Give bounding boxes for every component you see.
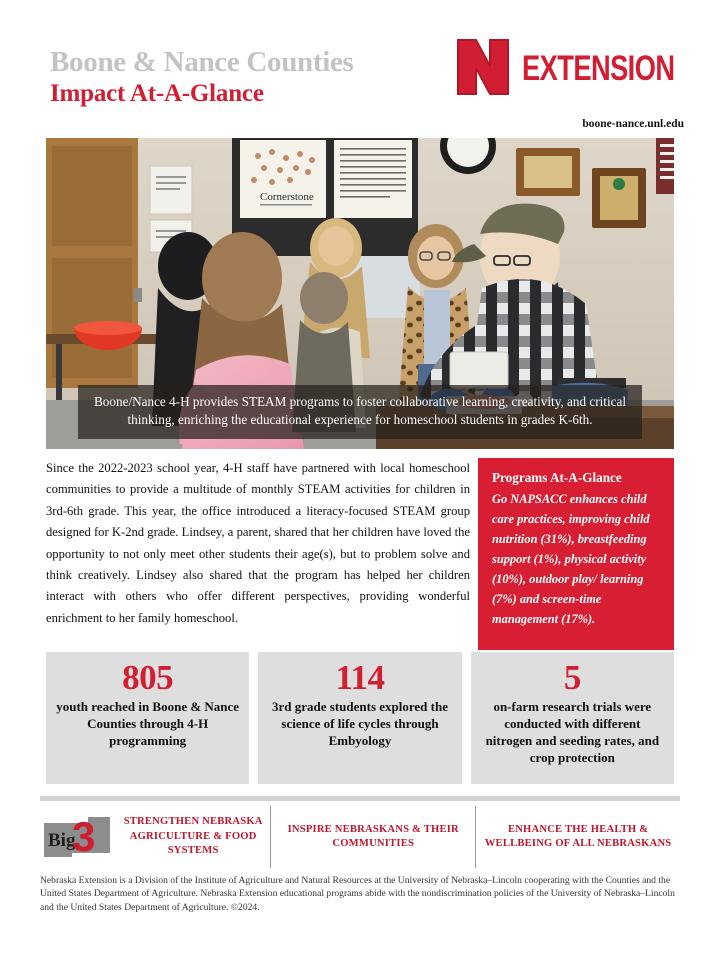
programs-body-text: Go NAPSACC enhances child care practices, improving child nutrition (31%), breastfeeding support (1%), physical activity (10%), outdoor play/ learning (7%) and screen-time management (17%). xyxy=(492,491,650,627)
stats-row xyxy=(46,652,674,784)
big3-pillar-1 xyxy=(42,806,270,868)
svg-text:Big: Big xyxy=(48,830,76,851)
big3-pillar-3 xyxy=(475,806,680,868)
big3-pillar-3-label: ENHANCE THE HEALTH & WELLBEING OF ALL NEBRASKANS xyxy=(484,823,672,849)
page-header xyxy=(0,0,720,130)
big3-pillar-2-label: INSPIRE NEBRASKANS & THEIR COMMUNITIES xyxy=(287,823,459,849)
big3-pillars-row xyxy=(42,806,680,868)
stat-card xyxy=(471,652,674,784)
stat-card xyxy=(46,652,249,784)
big3-pillar-2 xyxy=(270,806,475,868)
stat-number: 5 xyxy=(563,658,581,697)
stat-label: youth reached in Boone & Nance Counties through 4-H programming xyxy=(56,698,240,748)
photo-caption: Boone/Nance 4-H provides STEAM programs to foster collaborative learning, creativity, and critical thinking, enriching the educational experience for homeschool students in grades K-6th. xyxy=(78,385,642,439)
big3-pillar-1-label: STRENGTHEN NEBRASKA AGRICULTURE & FOOD SYSTEMS xyxy=(123,816,263,857)
extension-wordmark: EXTENSION xyxy=(521,49,675,89)
body-row xyxy=(46,458,674,646)
svg-text:3: 3 xyxy=(72,813,96,860)
page-title: Boone & Nance Counties xyxy=(50,46,354,78)
hero-photo xyxy=(46,138,674,449)
stat-card xyxy=(258,652,461,784)
programs-heading: Programs At-A-Glance xyxy=(492,470,622,485)
nebraska-n-icon xyxy=(452,36,514,103)
legal-disclaimer: Nebraska Extension is a Division of the Institute of Agriculture and Natural Resources at the University of Nebraska–Lincoln cooperating with the Counties and the United States Department of Agriculture. Nebraska Extension educational programs abide with the nondiscrimination policies of the University of Nebraska–Lincoln and the United States Department of Agriculture. ©2024. xyxy=(40,875,675,913)
svg-text:Cornerstone: Cornerstone xyxy=(260,191,314,203)
footer-divider xyxy=(40,796,680,801)
stat-number: 805 xyxy=(122,658,174,697)
website-url: boone-nance.unl.edu xyxy=(582,118,684,130)
stat-label: on-farm research trials were conducted with different nitrogen and seeding rates, and crop protection xyxy=(485,698,660,766)
big3-logo-icon xyxy=(42,813,114,861)
stat-label: 3rd grade students explored the science of life cycles through Embyology xyxy=(272,698,448,748)
story-paragraph: Since the 2022-2023 school year, 4-H staff have partnered with local homeschool communities to provide a multitude of monthly STEAM activities for children in 3rd-6th grade. This year, the office introduced a literacy-focused STEAM group designed for K-2nd grade. Lindsey, a parent, shared that her children have loved the opportunity to not only meet other students their age(s), but to problem solve and think creatively. Lindsey also shared that the program has helped her children interact with others who offer different perspectives, providing wonderful enrichment to her family homeschool. xyxy=(46,461,470,625)
nebraska-extension-logo xyxy=(452,36,684,103)
stat-number: 114 xyxy=(335,658,385,697)
title-block xyxy=(50,48,354,108)
page-subtitle: Impact At-A-Glance xyxy=(50,79,264,107)
programs-at-a-glance-box xyxy=(478,458,674,650)
